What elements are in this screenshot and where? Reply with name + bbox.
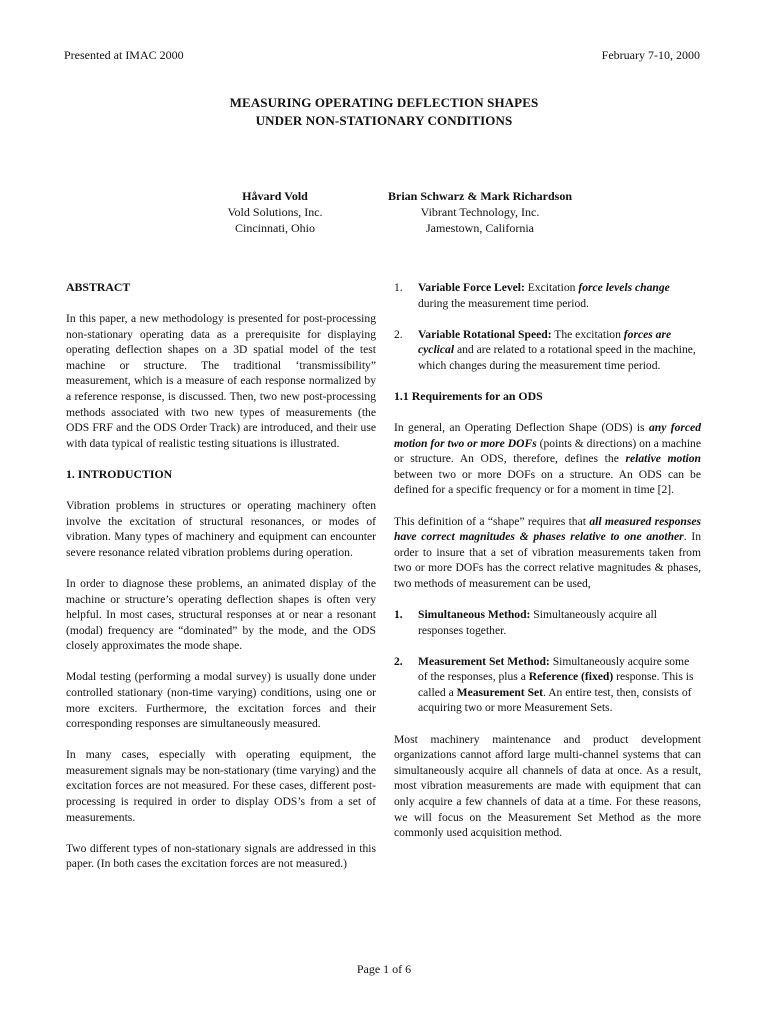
- paragraph: Modal testing (performing a modal survey) is usually done under controlled stationary (non-time varying) conditions, using one or more exciters. Furthermore, the excitation forces and their corresponding responses are simultaneously measured.: [66, 670, 376, 731]
- paragraph: Most machinery maintenance and product development organizations cannot afford large multi-channel systems that can simultaneously acquire all channels of data at once. As a result, most vibration measurements are made with equipment that can only acquire a few channels of data at a time. For these reasons, we will focus on the Measurement Set Method as the more commonly used acquisition method.: [394, 732, 701, 840]
- emphasis: all measured responses have correct magnitudes & phases relative to one another: [394, 514, 701, 544]
- abstract-text: In this paper, a new methodology is presented for post-processing non-stationary operating data as a prerequisite for displaying operating deflection shapes on a 3D spatial model of the test machine or structure. The traditional ‘transmissibility” measurement, which is a measure of each response normalized by a reference response, is discussed. Then, two new post-processing methods associated with two new types of measurements (the ODS FRF and the ODS Order Track) are introduced, and their use with data typical of realistic testing situations is illustrated.: [66, 312, 376, 450]
- author-location: Cincinnati, Ohio: [235, 221, 315, 235]
- author-block-1: [190, 188, 360, 236]
- emphasis: forces are cyclical: [418, 327, 672, 357]
- list-number: 2.: [394, 327, 403, 341]
- paragraph: Vibration problems in structures or operating machinery often involve the excitation of structural resonances, or modes of vibration. Many types of machinery and equipment can encounter severe resonance related vibration problems during operation.: [66, 499, 376, 559]
- author-name: Håvard Vold: [242, 189, 308, 203]
- author-org: Vibrant Technology, Inc.: [420, 205, 540, 219]
- paragraph: In many cases, especially with operating equipment, the measurement signals may be non-stationary (time varying) and the excitation forces are not measured. For these cases, different post-processing is required in order to display ODS’s from a set of measurements.: [66, 748, 376, 824]
- list-item: 1. Variable Force Level: Excitation force levels change during the measurement time period.: [394, 281, 670, 310]
- list-number: 1.: [394, 281, 403, 294]
- list-label: Variable Rotational Speed:: [418, 327, 552, 341]
- title-line-2: UNDER NON-STATIONARY CONDITIONS: [255, 113, 513, 128]
- bold-term: Reference (fixed): [528, 670, 614, 684]
- section-heading: 1.1 Requirements for an ODS: [394, 388, 543, 403]
- right-column: [394, 280, 701, 856]
- emphasis: relative motion: [625, 452, 702, 466]
- paragraph: In general, an Operating Deflection Shape (ODS) is any forced motion for two or more DOFs (points & directions) on a machine or structure. An ODS, therefore, defines the relative motion between two or more DOFs on a structure. An ODS can be defined for a specific frequency or for a moment in time [2].: [394, 421, 702, 497]
- list-number: 2.: [394, 654, 403, 668]
- author-block-2: [370, 188, 590, 236]
- title-line-1: MEASURING OPERATING DEFLECTION SHAPES: [229, 95, 539, 110]
- emphasis: force levels change: [578, 281, 670, 294]
- left-column: [66, 280, 376, 887]
- list-label: Variable Force Level:: [418, 281, 525, 294]
- author-name: Brian Schwarz & Mark Richardson: [388, 189, 572, 203]
- author-org: Vold Solutions, Inc.: [227, 205, 323, 219]
- list-item: 1. Simultaneous Method: Simultaneously acquire all responses together.: [394, 608, 657, 637]
- introduction-heading: 1. INTRODUCTION: [66, 466, 173, 481]
- paragraph: In order to diagnose these problems, an animated display of the machine or structure’s operating deflection shapes is often very helpful. In most cases, structural responses at or near a resonant (modal) frequency are “dominated” by the mode, and the ODS closely approximates the mode shape.: [66, 576, 376, 653]
- list-label: Measurement Set Method:: [418, 654, 550, 668]
- list-number: 1.: [394, 608, 403, 621]
- list-item: 2. Measurement Set Method: Simultaneously acquire some of the responses, plus a Reference (fixed) response. This is called a Measurement Set. An entire test, then, consists of acquiring two or more Measurement Sets.: [394, 654, 694, 715]
- list-item: 2. Variable Rotational Speed: The excitation forces are cyclical and are related to a rotational speed in the machine, which changes during the measurement time period.: [394, 327, 696, 372]
- list-label: Simultaneous Method:: [418, 608, 531, 621]
- author-location: Jamestown, California: [426, 221, 534, 235]
- paragraph: Two different types of non-stationary signals are addressed in this paper. (In both cases the excitation forces are not measured.): [66, 841, 376, 871]
- paper-title: [0, 94, 768, 130]
- bold-term: Measurement Set: [456, 685, 544, 699]
- abstract-heading: ABSTRACT: [66, 280, 131, 294]
- paragraph: This definition of a “shape” requires that all measured responses have correct magnitudes & phases relative to one another. In order to insure that a set of vibration measurements taken from two or more DOFs has the correct relative magnitudes & phases, two methods of measurement can be used,: [394, 514, 701, 590]
- header-date: February 7-10, 2000: [601, 48, 700, 62]
- header-conference: Presented at IMAC 2000: [64, 48, 184, 62]
- emphasis: any forced motion for two or more DOFs: [394, 421, 701, 450]
- page-number: Page 1 of 6: [356, 962, 412, 976]
